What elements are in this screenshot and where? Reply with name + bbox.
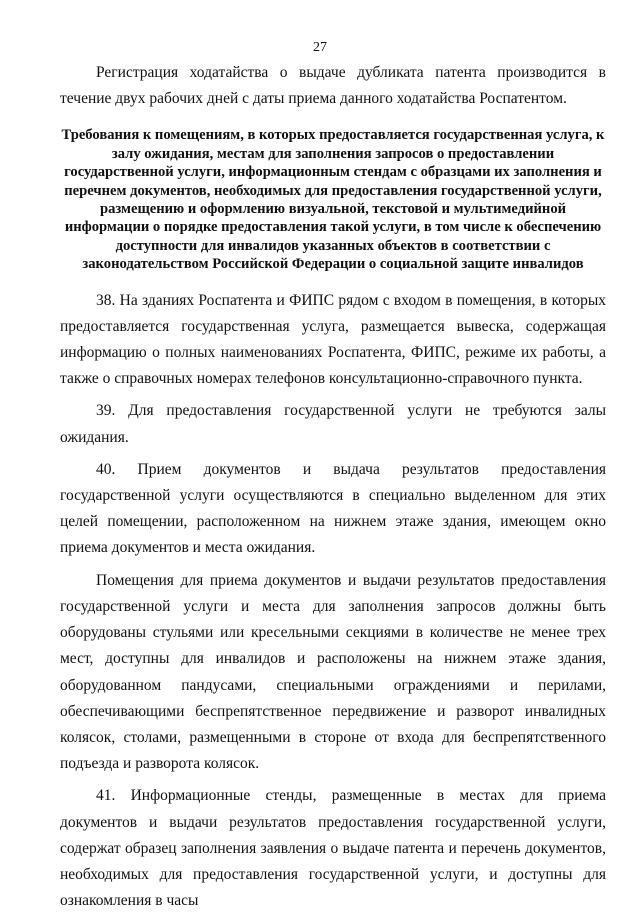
paragraph-41: 41. Информационные стенды, размещенные в местах для приема документов и выдачи результатов предоставления государственной услуги, содержат образец заполнения заявления о выдаче патента и перечень документов, необходимых для предоставления государственной услуги, и доступны для ознакомления в часы — [60, 787, 606, 910]
paragraph-38: 38. На зданиях Роспатента и ФИПС рядом с входом в помещения, в которых предоставляется государственная услуга, размещается вывеска, содержащая информацию о полных наименованиях Роспатента, ФИПС, режиме их работы, а также о справочных номерах телефонов консультационно-справочного пункта. — [60, 291, 606, 388]
section-heading: Требования к помещениям, в которых предоставляется государственная услуга, к залу ожидания, местам для заполнения запросов о предоставлении государственной услуги, информационным стендам с образцами их заполнения и перечнем документов, необходимых для предоставления государственной услуги, размещению и оформлению визуальной, текстовой и мультимедийной информации о порядке предоставления такой услуги, в том числе к обеспечению доступности для инвалидов указанных объектов в соответствии с законодательством Российской Федерации о социальной защите инвалидов — [61, 127, 605, 273]
paragraph-39: 39. Для предоставления государственной услуги не требуются залы ожидания. — [60, 402, 606, 446]
paragraph-40: 40. Прием документов и выдача результатов предоставления государственной услуги осуществляются в специально выделенном для этих целей помещении, расположенном на нижнем этаже здания, имеющем окно приема документов и места ожидания. — [60, 460, 606, 557]
intro-paragraph: Регистрация ходатайства о выдаче дубликата патента производится в течение двух рабочих дней с даты приема данного ходатайства Роспатентом. — [60, 64, 606, 108]
page-number: 27 — [313, 40, 327, 55]
page-content — [60, 60, 606, 920]
paragraph-premises: Помещения для приема документов и выдачи результатов предоставления государственной услуги и места для заполнения запросов должны быть оборудованы стульями или кресельными секциями в количестве не менее трех мест, доступны для инвалидов и расположены на нижнем этаже здания, оборудованном пандусами, специальными ограждениями и перилами, обеспечивающими беспрепятственное передвижение и разворот инвалидных колясок, столами, размещенными в стороне от входа для беспрепятственного подъезда и разворота колясок. — [60, 571, 606, 773]
